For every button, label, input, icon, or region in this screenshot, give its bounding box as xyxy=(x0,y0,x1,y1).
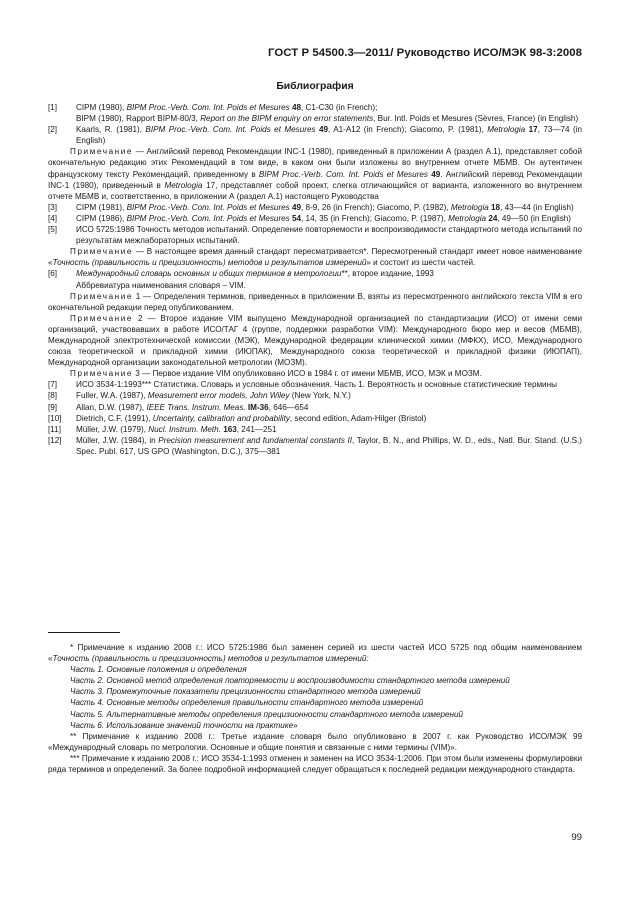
footnote-part-text: Часть 5. Альтернативные методы определения прецизионности стандартного метода измерений xyxy=(70,709,464,719)
ref-volume: 18 xyxy=(491,202,501,212)
note-text: 1 — Определения терминов, приведенных в приложении В, взяты из пересмотренного английского текста VIM в его окончательной редакции перед опубликованием. xyxy=(48,291,582,312)
ref-place: (New York, N.Y.) xyxy=(289,391,351,401)
ref-title: Report on the BIPM enquiry on error statements xyxy=(200,114,374,124)
reference-text-continued: Аббревиатура наименования словаря – VIM. xyxy=(76,280,246,290)
note-bold: 49 xyxy=(431,169,441,179)
reference-7 xyxy=(48,379,582,390)
note-label: Примечание xyxy=(70,247,134,257)
footnote-part xyxy=(48,686,582,697)
reference-number: [8] xyxy=(48,391,58,401)
note-text: — В настоящее время данный стандарт пересматривается*. Пересмотренный стандарт имеет новое наименование « xyxy=(48,247,582,268)
reference-text xyxy=(76,435,582,457)
ref-pages: , 241—251 xyxy=(236,424,277,434)
reference-text xyxy=(76,213,582,224)
reference-text xyxy=(76,390,582,401)
ref-title: Международный словарь основных и общих терминов в метрологии xyxy=(76,269,342,279)
ref-journal: Metrologia xyxy=(450,202,489,212)
ref-pages: , 49—50 (in English) xyxy=(497,213,571,223)
footnote-part xyxy=(48,709,582,720)
ref-volume: 24 xyxy=(488,213,498,223)
reference-text: ИСО 3534-1:1993*** Статистика. Словарь и условные обозначения. Часть 1. Вероятность и основные статистические термины xyxy=(76,380,557,390)
reference-number: [4] xyxy=(48,213,58,223)
note-text: 2 — Второе издание VIM выпущено Международной организацией по стандартизации (ИСО) от имени семи организаций, участвовавших в работе ИСО/ТАГ 4 (группе, поддержки разработки VIM): Международного бюро мер и весов (МБМВ), Международной электротехнической комиссии (МЭК), Международной федерации клинической химии (МФКХ), ИСО, Международного союза теоретической и прикладной химии (ИЮПАК), Международного союза теоретической и прикладной физики (ИЮПАП), Международной организации законодательной метрологии (МОЗМ). xyxy=(48,313,582,368)
ref-author: Allan, D.W. (1987), xyxy=(76,402,147,412)
footnote-part-text: Часть 2. Основной метод определения повторяемости и воспроизводимости стандартного метода измерений xyxy=(70,676,510,686)
ref-author: BIPM (1980), Rapport BIPM-80/3, xyxy=(76,114,201,124)
note-text: 17, представляет собой проект, слегка отличающийся от варианта, изложенного во внутреннем отчете МБМВ и, соответственно, в приложении А (раздел А.1) настоящего Руководства xyxy=(48,180,583,201)
footnote-part-text: Часть 6. Использование значений точности на практике xyxy=(70,720,294,730)
ref-volume: IM-36 xyxy=(247,402,269,412)
footnote-part-text: Часть 1. Основные положения и определения xyxy=(70,665,247,675)
reference-number: [12] xyxy=(48,435,62,445)
running-header: ГОСТ Р 54500.3—2011/ Руководство ИСО/МЭК 98-3:2008 xyxy=(268,47,582,59)
footnotes xyxy=(48,632,582,775)
footnote-part-text: Часть 3. Промежуточные показатели прецизионности стандартного метода измерений xyxy=(70,687,421,697)
ref-journal: Metrologia xyxy=(487,125,526,135)
ref-journal: Nucl. Instrum. Meth. xyxy=(148,424,221,434)
reference-number: [9] xyxy=(48,402,58,412)
reference-5 xyxy=(48,224,582,246)
ref-author: Fuller, W.A. (1987), xyxy=(76,391,148,401)
ref-pages: , 14, 35 (in French); Giacomo, P. (1987), xyxy=(301,213,449,223)
reference-number: [1] xyxy=(48,103,58,112)
footnote-part xyxy=(48,720,582,731)
reference-text xyxy=(76,124,582,146)
footnote-2: ** Примечание к изданию 2008 г.: Третье издание словаря было опубликовано в 2007 г. как Руководство ИСО/МЭК 99 «Международный словарь по метрологии. Основные и общие понятия и связанные с ними термины (VIM)». xyxy=(48,731,582,752)
section-title: Библиография xyxy=(276,81,354,92)
note-label: Примечание xyxy=(70,369,134,379)
footnote-1 xyxy=(48,642,582,664)
reference-1 xyxy=(48,102,582,124)
reference-text: ИСО 5725:1986 Точность методов испытаний. Определение повторяемости и воспроизводимости стандартного метода испытаний по результатам межлабораторных испытаний. xyxy=(76,225,582,246)
ref-publisher: , Bur. Intl. Poids et Mesures (Sèvres, France) (in English) xyxy=(373,114,579,124)
footnote-italic: Точность (правильность и прецизионность) методов и результатов измерений: xyxy=(52,654,369,664)
footnote-part xyxy=(48,664,582,675)
reference-text xyxy=(76,202,582,213)
footnote-part xyxy=(48,697,582,708)
ref-edition: **, второе издание, 1993 xyxy=(341,269,434,279)
footnote-text: * Примечание к изданию 2008 г.: ИСО 5725:1986 был заменен серией из шести частей ИСО 5725 под общим наименованием « xyxy=(48,643,582,664)
ref-volume: 49 xyxy=(292,202,302,212)
note-text: . Английский перевод Рекомендации INC-1 (1980), приведенный в xyxy=(48,169,583,190)
ref-author: Dietrich, C.F. (1991), xyxy=(76,413,153,423)
ref-journal: IEEE Trans. Instrum. Meas. xyxy=(146,402,246,412)
ref-title: Precision measurement and fundamental constants II xyxy=(158,435,353,445)
note-italic: BIPM Proc.-Verb. Com. Int. Poids et Mesures xyxy=(258,169,428,179)
ref-pages: , A1-A12 (in French); Giacomo, P. (1981), xyxy=(328,125,488,135)
reference-8 xyxy=(48,390,582,401)
ref-author: CIPM (1980), xyxy=(76,103,127,112)
ref-author: CIPM (1986), xyxy=(76,213,127,223)
reference-3 xyxy=(48,202,582,213)
note-paragraph xyxy=(48,246,582,268)
note-paragraph xyxy=(48,368,582,379)
ref-journal: BIPM Proc.-Verb. Com. Int. Poids et Mesures xyxy=(145,125,316,135)
ref-publisher: , Taylor, B. N., and Phillips, W. D., eds., Natl. Bur. Stand. (U.S.) Spec. Publ. 617, US GPO (Washington, D.C.), 375—381 xyxy=(76,435,582,456)
reference-number: [6] xyxy=(48,269,58,279)
ref-journal: BIPM Proc.-Verb. Com. Int. Poids et Mesures xyxy=(126,213,290,223)
ref-author: CIPM (1981), xyxy=(76,202,127,212)
ref-pages: , 8-9, 26 (in French); Giacomo, P. (1982), xyxy=(301,202,451,212)
ref-volume: 17 xyxy=(528,125,538,135)
note-text: 3 — Первое издание VIM опубликовано ИСО в 1984 г. от имени МБМВ, ИСО, МЭК и МОЗМ. xyxy=(133,369,482,379)
reference-number: [2] xyxy=(48,125,58,135)
note-paragraph xyxy=(48,313,582,368)
footnote-divider xyxy=(48,632,120,633)
ref-volume: 163 xyxy=(223,424,237,434)
reference-4 xyxy=(48,213,582,224)
ref-author: Müller, J.W. (1979), xyxy=(76,424,149,434)
footnote-close-quote: » xyxy=(293,720,298,730)
page-number: 99 xyxy=(571,832,582,843)
reference-text xyxy=(76,268,582,279)
ref-publisher: , second edition, Adam-Hilger (Bristol) xyxy=(289,413,427,423)
reference-11 xyxy=(48,424,582,435)
reference-number: [7] xyxy=(48,380,58,390)
reference-text xyxy=(76,402,582,413)
note-label: Примечание xyxy=(70,291,134,301)
reference-6 xyxy=(48,268,582,290)
footnote-part xyxy=(48,675,582,686)
ref-title: Measurement error models, John Wiley xyxy=(147,391,290,401)
ref-pages: , C1-C30 (in French); xyxy=(301,103,378,112)
ref-author: Müller, J.W. (1984), in xyxy=(76,435,159,445)
note-paragraph xyxy=(48,146,582,201)
reference-9 xyxy=(48,402,582,413)
footnote-part-text: Часть 4. Основные методы определения правильности стандартного метода измерений xyxy=(70,698,424,708)
note-label: Примечание xyxy=(70,147,134,157)
note-paragraph xyxy=(48,291,582,313)
bibliography-body xyxy=(48,102,582,457)
ref-journal: Metrologia xyxy=(448,213,487,223)
reference-text xyxy=(76,424,582,435)
ref-pages: , 43—44 (in English) xyxy=(500,202,574,212)
reference-12 xyxy=(48,435,582,457)
ref-pages: , 73—74 (in English) xyxy=(76,125,582,146)
ref-title: Uncertainty, calibration and probability xyxy=(152,413,290,423)
ref-volume: 54 xyxy=(292,213,302,223)
ref-pages: , 646—654 xyxy=(268,402,309,412)
ref-volume: 48 xyxy=(292,103,302,112)
note-label: Примечание xyxy=(70,313,134,323)
reference-number: [3] xyxy=(48,202,58,212)
note-text: — Английский перевод Рекомендации INC-1 (1980), приведенный в приложении А (раздел А.1), представляет собой окончательную редакцию этих Рекомендаций в том виде, в каком они были изложены во внутреннем отчете МБМВ. Он аутентичен французскому тексту Рекомендаций, приведенному в xyxy=(48,147,582,179)
ref-author: Kaarls, R. (1981), xyxy=(76,125,146,135)
reference-2 xyxy=(48,124,582,146)
reference-number: [11] xyxy=(48,424,61,434)
reference-number: [10] xyxy=(48,413,62,423)
reference-text xyxy=(76,102,582,113)
note-italic: Точность (правильность и прецизионность) методов и результатов измерений xyxy=(52,258,367,268)
footnote-3: *** Примечание к изданию 2008 г.: ИСО 3534-1:1993 отменен и заменен на ИСО 3534-1:2006. При этом были изменены формулировки ряда терминов и определений. За более подробной информацией следует обращаться к последней редакции международного стандарта. xyxy=(48,753,582,775)
ref-volume: 49 xyxy=(318,125,329,135)
note-text: » и состоит из шести частей. xyxy=(366,258,476,268)
note-italic: Metrologia xyxy=(164,180,203,190)
ref-journal: BIPM Proc.-Verb. Com. Int. Poids et Mesures xyxy=(126,103,290,112)
ref-journal: BIPM Proc.-Verb. Com. Int. Poids et Mesures xyxy=(126,202,290,212)
reference-text-continued xyxy=(76,113,582,124)
reference-number: [5] xyxy=(48,225,58,235)
reference-text xyxy=(76,413,582,424)
reference-10 xyxy=(48,413,582,424)
